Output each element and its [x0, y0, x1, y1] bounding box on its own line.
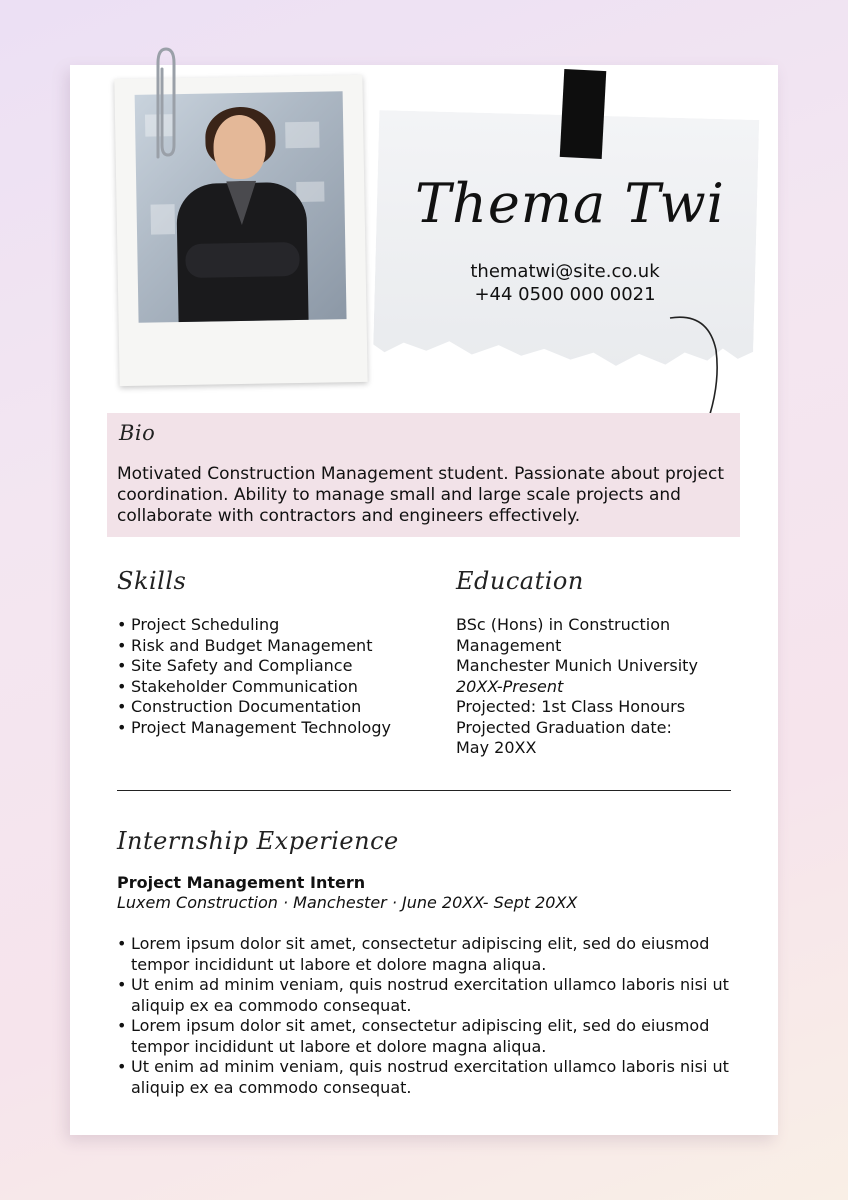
tape-strip: [560, 69, 607, 159]
school: Manchester Munich University: [456, 656, 698, 675]
graduation-label: Projected Graduation date:: [456, 717, 672, 737]
bio-text: Motivated Construction Management student. Passionate about project coordination. Ability to manage small and large scale projects and collaborate with contractors and engineers effectively.: [117, 464, 725, 526]
list-item: • Stakeholder Communication: [117, 677, 447, 698]
section-divider: [117, 790, 731, 791]
experience-title: Internship Experience: [117, 827, 399, 855]
projected-honours: Projected: 1st Class Honours: [456, 697, 686, 716]
list-item: • Lorem ipsum dolor sit amet, consectetur adipiscing elit, sed do eiusmod tempor incididunt ut labore et dolore magna aliqua.: [117, 934, 737, 975]
education-title: Education: [456, 567, 584, 595]
contact-info: [380, 260, 750, 306]
skills-list: [117, 615, 447, 738]
list-item: • Ut enim ad minim veniam, quis nostrud exercitation ullamco laboris nisi ut aliquip ex ea commodo consequat.: [117, 975, 737, 1016]
list-item: • Lorem ipsum dolor sit amet, consectetur adipiscing elit, sed do eiusmod tempor incididunt ut labore et dolore magna aliqua.: [117, 1016, 737, 1057]
job-title: Project Management Intern: [117, 873, 366, 892]
decorative-curve: [660, 310, 730, 420]
education-dates: 20XX-Present: [456, 676, 564, 696]
candidate-name: Thema Twi: [415, 172, 725, 235]
experience-list: [117, 934, 737, 1098]
list-item: • Project Scheduling: [117, 615, 447, 636]
job-meta: Luxem Construction · Manchester · June 20XX- Sept 20XX: [117, 893, 578, 912]
list-item: • Construction Documentation: [117, 697, 447, 718]
bio-title: Bio: [119, 421, 156, 445]
phone[interactable]: +44 0500 000 0021: [474, 284, 656, 305]
degree: BSc (Hons) in Construction Management: [456, 615, 671, 655]
bio-section: [107, 413, 740, 537]
skills-title: Skills: [117, 567, 187, 595]
list-item: • Project Management Technology: [117, 718, 447, 739]
education-details: [456, 615, 726, 759]
graduation-date: May 20XX: [456, 738, 537, 757]
paperclip-icon: [150, 45, 180, 165]
list-item: • Risk and Budget Management: [117, 636, 447, 657]
email[interactable]: thematwi@site.co.uk: [470, 261, 660, 282]
list-item: • Ut enim ad minim veniam, quis nostrud exercitation ullamco laboris nisi ut aliquip ex ea commodo consequat.: [117, 1057, 737, 1098]
list-item: • Site Safety and Compliance: [117, 656, 447, 677]
